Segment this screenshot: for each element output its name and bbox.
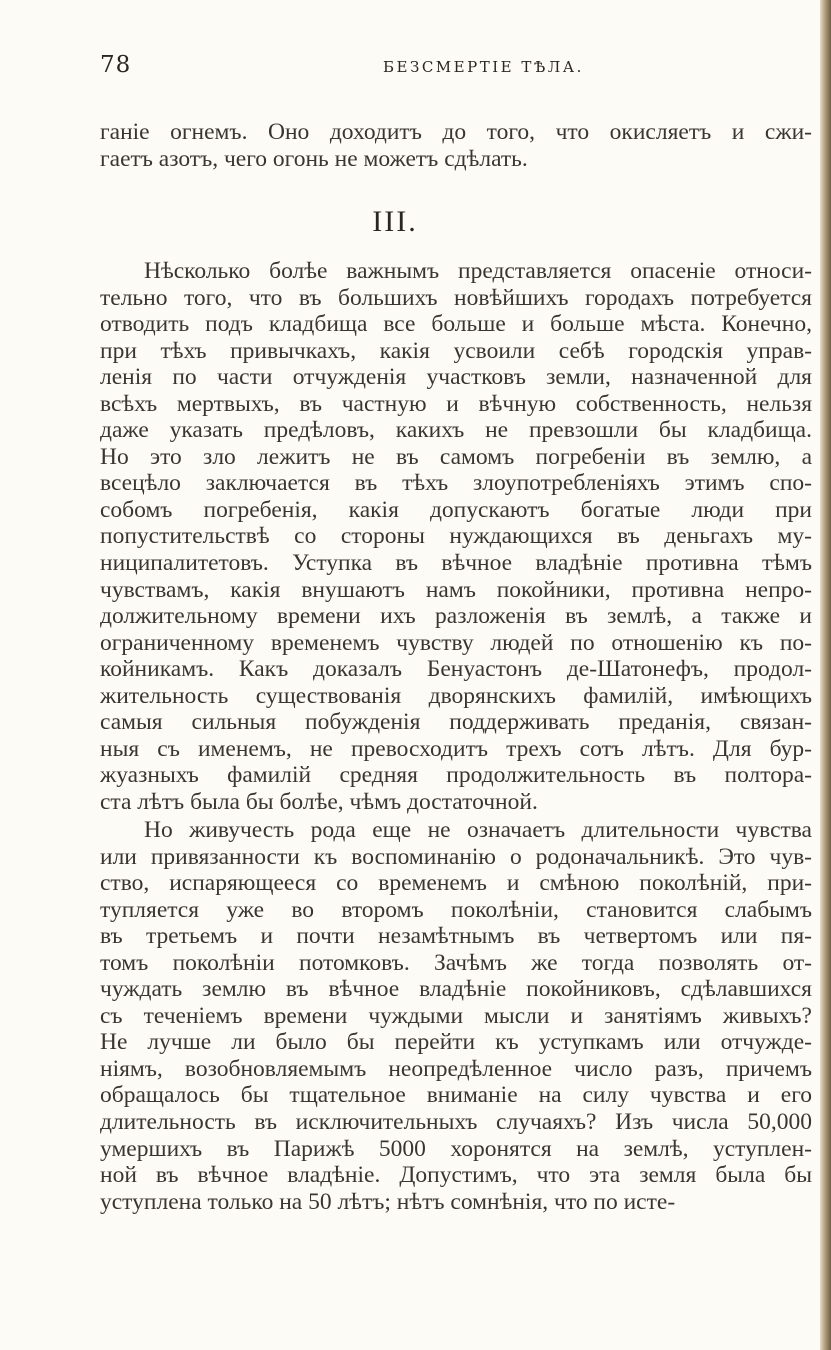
text-line: жительность существованія дворянскихъ фамилій, имѣющихъ [100, 682, 812, 709]
book-spine-edge [820, 0, 831, 1350]
top-paragraph [100, 119, 812, 172]
text-line: Но это зло лежитъ не въ самомъ погребеніи въ землю, а [100, 443, 812, 470]
text-line: съ теченіемъ времени чуждыми мысли и занятіямъ живыхъ? [100, 1002, 812, 1029]
section-heading: III. [372, 205, 418, 238]
text-line: всецѣло заключается въ тѣхъ злоупотребленіяхъ этимъ спо- [100, 470, 812, 497]
text-line: ниципалитетовъ. Уступка въ вѣчное владѣніе противна тѣмъ [100, 550, 812, 577]
text-line: ста лѣтъ была бы болѣе, чѣмъ достаточной. [100, 788, 538, 815]
text-line: отводить подъ кладбища все больше и больше мѣста. Конечно, [100, 311, 812, 338]
text-line: или привязанности къ воспоминанію о родоначальникѣ. Это чув- [100, 843, 812, 870]
text-line: ной въ вѣчное владѣніе. Допустимъ, что эта земля была бы [100, 1162, 812, 1189]
text-line: умершихъ въ Парижѣ 5000 хоронятся на землѣ, уступлен- [100, 1135, 812, 1162]
text-line: должительному времени ихъ разложенія въ землѣ, а также и [100, 603, 812, 630]
text-line: ніямъ, возобновляемымъ неопредѣленное число разъ, причемъ [100, 1055, 812, 1082]
text-line: ограниченному временемъ чувству людей по отношенію къ по- [100, 629, 812, 656]
text-line: ганіе огнемъ. Оно доходитъ до того, что окисляетъ и сжи- [100, 119, 812, 145]
text-line: чуждать землю въ вѣчное владѣніе покойниковъ, сдѣлавшихся [100, 976, 812, 1003]
text-line: ленія по части отчужденія участковъ земли, назначенной для [100, 364, 812, 391]
text-line: тупляется уже во второмъ поколѣніи, становится слабымъ [100, 896, 812, 923]
text-line: при тѣхъ привычкахъ, какія усвоили себѣ городскія управ- [100, 337, 812, 364]
text-line: всѣхъ мертвыхъ, въ частную и вѣчную собственность, нельзя [100, 390, 812, 417]
text-line: даже указать предѣловъ, какихъ не превзошли бы кладбища. [100, 417, 812, 444]
text-line: длительность въ исключительныхъ случаяхъ? Изъ числа 50,000 [100, 1109, 812, 1136]
paragraph-1 [100, 258, 812, 815]
text-line: чувствамъ, какія внушаютъ намъ покойники, противна непро- [100, 576, 812, 603]
text-line: гаетъ азотъ, чего огонь не можетъ сдѣлать. [100, 145, 528, 172]
text-line: въ третьемъ и почти незамѣтнымъ въ четвертомъ или пя- [100, 923, 812, 950]
text-line: Нѣсколько болѣе важнымъ представляется опасеніе относи- [144, 258, 812, 284]
text-line: Не лучше ли было бы перейти къ уступкамъ или отчужде- [100, 1029, 812, 1056]
running-head: БЕЗСМЕРТІЕ ТѢЛА. [383, 58, 584, 76]
page-number: 78 [100, 52, 132, 78]
text-line: собомъ погребенія, какія допускаютъ богатые люди при [100, 496, 812, 523]
text-line: самыя сильныя побужденія поддерживать преданія, связан- [100, 709, 812, 736]
text-line: Но живучесть рода еще не означаетъ длительности чувства [144, 817, 812, 843]
text-line: обращалось бы тщательное вниманіе на силу чувства и его [100, 1082, 812, 1109]
text-line: ныя съ именемъ, не превосходитъ трехъ сотъ лѣтъ. Для бур- [100, 735, 812, 762]
text-line: ство, испаряющееся со временемъ и смѣною поколѣній, при- [100, 870, 812, 897]
text-line: попустительствѣ со стороны нуждающихся въ деньгахъ му- [100, 523, 812, 550]
text-line: тельно того, что въ большихъ новѣйшихъ городахъ потребуется [100, 284, 812, 311]
text-line: жуазныхъ фамилій средняя продолжительность въ полтора- [100, 762, 812, 789]
text-line: томъ поколѣніи потомковъ. Зачѣмъ же тогда позволять от- [100, 949, 812, 976]
text-line: койникамъ. Какъ доказалъ Бенуастонъ де-Шатонефъ, продол- [100, 656, 812, 683]
text-line: уступлена только на 50 лѣтъ; нѣтъ сомнѣнія, что по исте- [100, 1188, 676, 1215]
paragraph-2 [100, 817, 812, 1215]
